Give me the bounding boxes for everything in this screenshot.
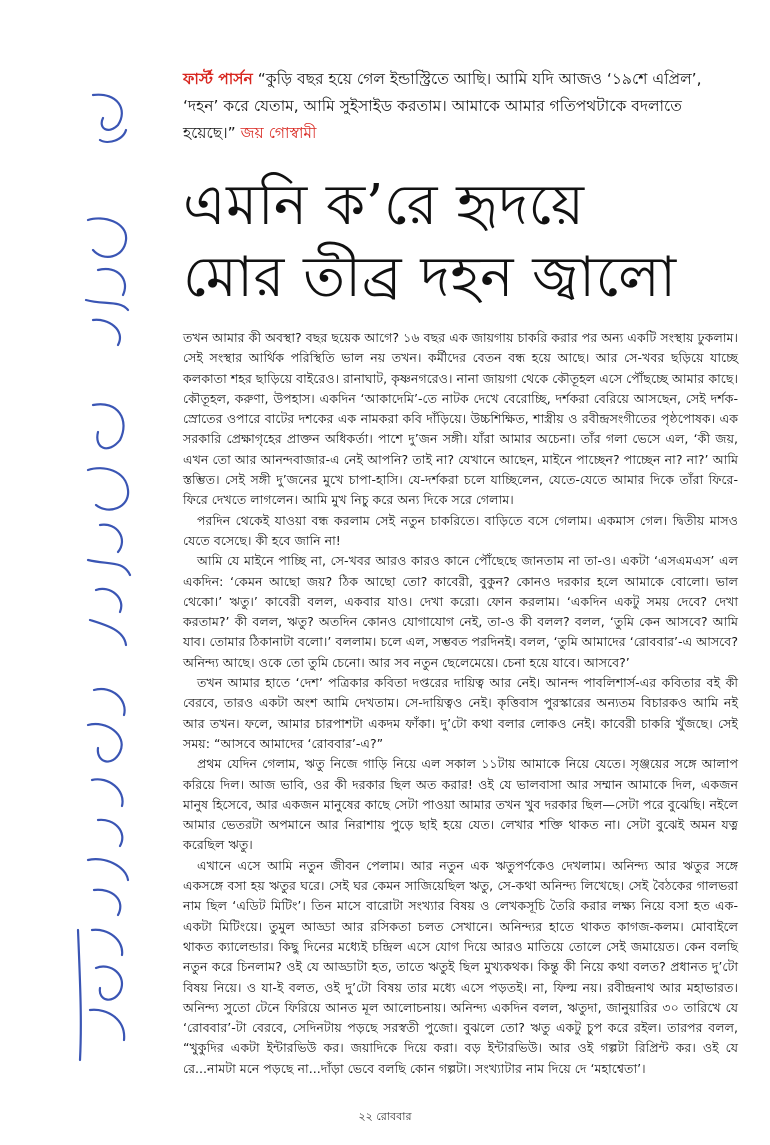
headline-line-1: এমনি ক’রে হৃদয়ে	[183, 173, 585, 238]
article-headline	[183, 170, 743, 314]
quote-author: জয় গোস্বামী	[240, 124, 317, 142]
paragraph: পরদিন থেকেই যাওয়া বন্ধ করলাম সেই নতুন চাকরিতে। বাড়িতে বসে গেলাম। একমাস গেল। দ্বিতীয় মাসও যেতে বসেছে। কী হবে জানি না!	[183, 512, 738, 548]
page-footer: ২২ রোববার	[358, 1110, 412, 1123]
paragraph: প্রথম যেদিন গেলাম, ঋতু নিজে গাড়ি নিয়ে এল সকাল ১১টায় আমাকে নিয়ে যেতে। সৃঞ্জয়ের সঙ্গে আলাপ করিয়ে দিল। আজ ভাবি, ওর কী দরকার ছিল অত করার! ওই যে ভালবাসা আর সম্মান আমাকে দিল, একজন মানুষ হিসেবে, আর একজন মানুষের কাছে সেটা পাওয়া আমার তখন খুব দরকার ছিল—সেটা পরে বুঝেছি। নইলে আমার ভেতরটা অপমানে আর নিরাশায় পুড়ে ছাই হয়ে যেত। লেখার শক্তি থাকত না। সেটা বুঝেই অমন যত্ন করেছিল ঋতু।	[183, 756, 738, 853]
paragraph: তখন আমার হাতে ‘দেশ’ পত্রিকার কবিতা দপ্তরের দায়িত্ব আর নেই। আনন্দ পাবলিশার্স-এর কবিতার বই কী বেরবে, তারও একটা অংশ আমি দেখতাম। সে-দায়িত্বও নেই। কৃত্তিবাস পুরস্কারের অন্যতম বিচারকও আমি নই আর তখন। ফলে, আমার চারপাশটা একদম ফাঁকা। দু’টো কথা বলার লোকও নেই। কাবেরী চাকরি খুঁজছে। সেই সময়: “আসবে আমাদের ‘রোববার’-এ?”	[183, 675, 738, 751]
handwriting-scribble	[8, 0, 148, 1141]
paragraph: আমি যে মাইনে পাচ্ছি না, সে-খবর আরও কারও কানে পৌঁছেছে জানতাম না তা-ও। একটা ‘এসএমএস’ এল একদিন: ‘কেমন আছো জয়? ঠিক আছো তো? কাবেরী, বুকুন? কোনও দরকার হলে আমাকে বোলো। ভাল থেকো।’ ঋতু।’ কাবেরী বলল, একবার যাও। দেখা করো। ফোন করলাম। ‘একদিন একটু সময় দেবে? দেখা করতাম?’ কী বলল, ঋতু? অতদিন কোনও যোগাযোগ নেই, তা-ও কী বলল? বলল, ‘তুমি কেন আসবে? আমি যাব। তোমার ঠিকানাটা বলো।’ বললাম। চলে এল, সম্ভবত পরদিনই। বলল, ‘তুমি আমাদের ‘রোববার’-এ আসবে? অনিন্দ্য আছে। ওকে তো তুমি চেনো। আর সব নতুন ছেলেমেয়ে। চেনা হয়ে যাবে। আসবে?’	[183, 553, 738, 670]
quote-text: “কুড়ি বছর হয়ে গেল ইন্ডাস্ট্রিতে আছি। আমি যদি আজও ‘১৯শে এপ্রিল’, ‘দহন’ করে যেতাম, আমি সুইসাইড করতাম। আমাকে আমার গতিপথটাকে বদলাতে হয়েছে।”	[183, 70, 702, 142]
quote-tag: ফার্স্ট পার্সন	[183, 70, 253, 88]
first-person-quote	[183, 66, 738, 147]
paragraph: তখন আমার কী অবস্থা? বছর ছয়েক আগে? ১৬ বছর এক জায়গায় চাকরি করার পর অন্য একটি সংস্থায় ঢুকলাম। সেই সংস্থার আর্থিক পরিস্থিতি ভাল নয় তখন। কর্মীদের বেতন বন্ধ হয়ে আছে। আর সে-খবর ছড়িয়ে যাচ্ছে কলকাতা শহর ছাড়িয়ে বাইরেও। রানাঘাট, কৃষ্ণনগরেও। নানা জায়গা থেকে কৌতূহল এসে পৌঁছচ্ছে আমার কাছে। কৌতূহল, করুণা, উপহাস। একদিন ‘আকাদেমি’-তে নাটক দেখে বেরোচ্ছি, দর্শকরা বেরিয়ে আসছেন, সেই দর্শক-স্রোতের ওপারে বাটের দশকের এক নামকরা কবি দাঁড়িয়ে। উচ্চশিক্ষিত, শাস্ত্রীয় ও রবীন্দ্রসংগীতের পৃষ্ঠপোষক। এক সরকারি প্রেক্ষাগৃহের প্রাক্তন অধিকর্তা। পাশে দু’জন সঙ্গী। যাঁরা আমার অচেনা। তাঁর গলা ভেসে এল, ‘কী জয়, এখন তো আর আনন্দবাজার-এ নেই আপনি? তাই না? যেখানে আছেন, মাইনে পাচ্ছেন? পাচ্ছেন না? না?’ আমি স্তম্ভিত। সেই সঙ্গী দু’জনের মুখে চাপা-হাসি। যে-দর্শকরা চলে যাচ্ছিলেন, যেতে-যেতে আমার দিকে তাঁরা ফিরে-ফিরে দেখতে লাগলেন। আমি মুখ নিচু করে অন্য দিকে সরে গেলাম।	[183, 330, 738, 508]
handwritten-margin-note	[8, 0, 148, 1141]
article-body	[183, 328, 738, 1079]
headline-line-2: মোর তীব্র দহন জ্বালো	[183, 245, 677, 310]
paragraph: এখানে এসে আমি নতুন জীবন পেলাম। আর নতুন এক ঋতুপর্ণকেও দেখলাম। অনিন্দ্য আর ঋতুর সঙ্গে একসঙ্গে বসা হয় ঋতুর ঘরে। সেই ঘর কেমন সাজিয়েছিল ঋতু, সে-কথা অনিন্দ্য লিখেছে। সেই বৈঠকের গালভরা নাম ছিল ‘এডিট মিটিং’। তিন মাসে বারোটা সংখ্যার বিষয় ও লেখকসূচি তৈরি করার লক্ষ্য নিয়ে বসা হত এক-একটা মিটিংয়ে। তুমুল আড্ডা আর রসিকতা চলত সেখানে। অনিন্দ্যর হাতে থাকত কাগজ-কলম। মোবাইলে থাকত ক্যালেন্ডার। কিছু দিনের মধ্যেই চন্দ্রিল এসে যোগ দিয়ে আরও মাতিয়ে তোলে সেই জমায়েত। কেন বলছি নতুন করে চিনলাম? ওই যে আড্ডাটা হত, তাতে ঋতুই ছিল মুখ্যকথক। কিন্তু কী নিয়ে কথা বলত? প্রধানত দু’টো বিষয় নিয়ে। ও যা-ই বলত, ওই দু’টো বিষয় তার মধ্যে এসে পড়তই। না, ফিল্ম নয়। রবীন্দ্রনাথ আর মহাভারত। অনিন্দ্য সুতো টেনে ফিরিয়ে আনত মূল আলোচনায়। অনিন্দ্য একদিন বলল, ঋতুদা, জানুয়ারির ৩০ তারিখে যে ‘রোববার’-টা বেরবে, সেদিনটায় পড়ছে সরস্বতী পুজো। বুঝলে তো? ঋতু একটু চুপ করে রইল। তারপর বলল, “খুকুদির একটা ইন্টারভিউ কর। জয়াদিকে দিয়ে করা। বড় ইন্টারভিউ। আর ওই গল্পটা রিপ্রিন্ট কর। ওই যে রে...নামটা মনে পড়ছে না...দাঁড়া ভেবে বলছি কোন গল্পটা। সংখ্যাটার নাম দিয়ে দে ‘মহাশ্বেতা’।	[183, 857, 738, 1076]
